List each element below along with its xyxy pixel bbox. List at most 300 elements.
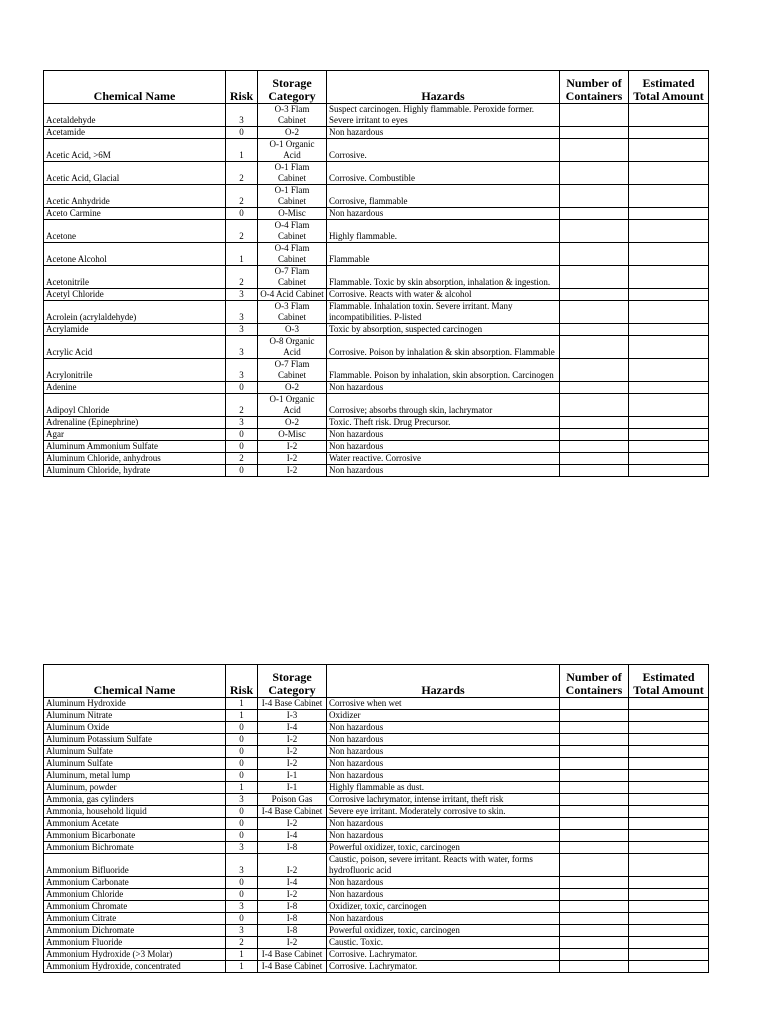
storage-category-cell: I-8 <box>258 925 327 937</box>
hazards-cell: Non hazardous <box>327 722 560 734</box>
number-of-containers-cell[interactable] <box>560 937 629 949</box>
table-row <box>44 937 709 949</box>
number-of-containers-cell[interactable] <box>560 698 629 710</box>
table-row <box>44 770 709 782</box>
number-of-containers-cell[interactable] <box>560 794 629 806</box>
hazards-cell: Oxidizer, toxic, carcinogen <box>327 901 560 913</box>
risk-cell: 0 <box>226 889 258 901</box>
estimated-total-amount-cell[interactable] <box>629 453 709 465</box>
chemical-name-cell: Acetone Alcohol <box>44 243 226 266</box>
estimated-total-amount-cell[interactable] <box>629 324 709 336</box>
chemical-name-cell: Ammonium Citrate <box>44 913 226 925</box>
inventory-table-2 <box>43 664 708 973</box>
risk-cell: 2 <box>226 394 258 417</box>
hazards-cell: Non hazardous <box>327 429 560 441</box>
chemical-name-cell: Aluminum Potassium Sulfate <box>44 734 226 746</box>
risk-cell: 2 <box>226 266 258 289</box>
risk-cell: 0 <box>226 818 258 830</box>
storage-category-cell: I-4 Base Cabinet <box>258 806 327 818</box>
chemical-name-cell: Acetaldehyde <box>44 104 226 127</box>
estimated-total-amount-cell[interactable] <box>629 854 709 877</box>
estimated-total-amount-cell[interactable] <box>629 139 709 162</box>
chemical-name-cell: Ammonium Hydroxide (>3 Molar) <box>44 949 226 961</box>
number-of-containers-cell[interactable] <box>560 854 629 877</box>
number-of-containers-cell[interactable] <box>560 877 629 889</box>
number-of-containers-cell[interactable] <box>560 734 629 746</box>
number-of-containers-cell[interactable] <box>560 127 629 139</box>
hazards-cell: Caustic. Toxic. <box>327 937 560 949</box>
hazards-cell: Non hazardous <box>327 441 560 453</box>
risk-cell: 0 <box>226 441 258 453</box>
number-of-containers-cell[interactable] <box>560 961 629 973</box>
hazards-cell: Flammable <box>327 243 560 266</box>
number-of-containers-cell[interactable] <box>560 104 629 127</box>
table-row <box>44 453 709 465</box>
hazards-cell: Non hazardous <box>327 127 560 139</box>
number-of-containers-cell[interactable] <box>560 324 629 336</box>
chemical-name-cell: Adipoyl Chloride <box>44 394 226 417</box>
risk-cell: 2 <box>226 162 258 185</box>
estimated-total-amount-cell[interactable] <box>629 465 709 477</box>
risk-cell: 1 <box>226 782 258 794</box>
storage-category-cell: I-4 Base Cabinet <box>258 698 327 710</box>
storage-category-cell: I-2 <box>258 734 327 746</box>
hazards-cell: Corrosive. Lachrymator. <box>327 949 560 961</box>
number-of-containers-cell[interactable] <box>560 382 629 394</box>
storage-category-cell: O-3 <box>258 324 327 336</box>
number-of-containers-cell[interactable] <box>560 818 629 830</box>
number-of-containers-cell[interactable] <box>560 441 629 453</box>
risk-cell: 0 <box>226 382 258 394</box>
storage-category-cell: O-Misc <box>258 429 327 441</box>
header-hazards: Hazards <box>327 71 560 104</box>
chemical-name-cell: Ammonium Chromate <box>44 901 226 913</box>
chemical-name-cell: Ammonium Chloride <box>44 889 226 901</box>
risk-cell: 3 <box>226 925 258 937</box>
chemical-name-cell: Acrylonitrile <box>44 359 226 382</box>
estimated-total-amount-cell[interactable] <box>629 336 709 359</box>
hazards-cell: Corrosive, flammable <box>327 185 560 208</box>
risk-cell: 3 <box>226 301 258 324</box>
chemical-name-cell: Ammonium Carbonate <box>44 877 226 889</box>
table-row <box>44 208 709 220</box>
risk-cell: 0 <box>226 722 258 734</box>
chemical-name-cell: Ammonium Bichromate <box>44 842 226 854</box>
table-row <box>44 301 709 324</box>
estimated-total-amount-cell[interactable] <box>629 758 709 770</box>
number-of-containers-cell[interactable] <box>560 394 629 417</box>
chemical-name-cell: Acetic Acid, Glacial <box>44 162 226 185</box>
table-row <box>44 162 709 185</box>
table-row <box>44 722 709 734</box>
number-of-containers-cell[interactable] <box>560 758 629 770</box>
risk-cell: 1 <box>226 710 258 722</box>
estimated-total-amount-cell[interactable] <box>629 185 709 208</box>
hazards-cell: Non hazardous <box>327 818 560 830</box>
chemical-name-cell: Aluminum Oxide <box>44 722 226 734</box>
storage-category-cell: O-2 <box>258 127 327 139</box>
risk-cell: 3 <box>226 324 258 336</box>
risk-cell: 0 <box>226 127 258 139</box>
risk-cell: 3 <box>226 854 258 877</box>
hazards-cell: Powerful oxidizer, toxic, carcinogen <box>327 842 560 854</box>
storage-category-cell: O-2 <box>258 382 327 394</box>
estimated-total-amount-cell[interactable] <box>629 961 709 973</box>
table-row <box>44 734 709 746</box>
estimated-total-amount-cell[interactable] <box>629 382 709 394</box>
storage-category-cell: I-2 <box>258 854 327 877</box>
table-row <box>44 336 709 359</box>
table-row <box>44 949 709 961</box>
hazards-cell: Flammable. Poison by inhalation, skin absorption. Carcinogen <box>327 359 560 382</box>
hazards-cell: Corrosive. <box>327 139 560 162</box>
hazards-cell: Suspect carcinogen. Highly flammable. Peroxide former. Severe irritant to eyes <box>327 104 560 127</box>
risk-cell: 0 <box>226 734 258 746</box>
storage-category-cell: I-4 <box>258 877 327 889</box>
hazards-cell: Toxic. Theft risk. Drug Precursor. <box>327 417 560 429</box>
estimated-total-amount-cell[interactable] <box>629 162 709 185</box>
table-row <box>44 889 709 901</box>
storage-category-cell: O-3 Flam Cabinet <box>258 104 327 127</box>
table-row <box>44 220 709 243</box>
estimated-total-amount-cell[interactable] <box>629 417 709 429</box>
estimated-total-amount-cell[interactable] <box>629 913 709 925</box>
chemical-name-cell: Ammonium Hydroxide, concentrated <box>44 961 226 973</box>
number-of-containers-cell[interactable] <box>560 710 629 722</box>
estimated-total-amount-cell[interactable] <box>629 394 709 417</box>
table-row <box>44 854 709 877</box>
risk-cell: 2 <box>226 185 258 208</box>
storage-category-cell: I-2 <box>258 746 327 758</box>
number-of-containers-cell[interactable] <box>560 453 629 465</box>
table-row <box>44 139 709 162</box>
table-row <box>44 289 709 301</box>
storage-category-cell: I-8 <box>258 913 327 925</box>
hazards-cell: Highly flammable. <box>327 220 560 243</box>
chemical-name-cell: Acetone <box>44 220 226 243</box>
storage-category-cell: O-4 Flam Cabinet <box>258 243 327 266</box>
chemical-name-cell: Acetyl Chloride <box>44 289 226 301</box>
hazards-cell: Non hazardous <box>327 770 560 782</box>
header-estimated-total-amount: Estimated Total Amount <box>629 665 709 698</box>
number-of-containers-cell[interactable] <box>560 417 629 429</box>
estimated-total-amount-cell[interactable] <box>629 830 709 842</box>
number-of-containers-cell[interactable] <box>560 429 629 441</box>
number-of-containers-cell[interactable] <box>560 162 629 185</box>
storage-category-cell: I-2 <box>258 465 327 477</box>
number-of-containers-cell[interactable] <box>560 782 629 794</box>
estimated-total-amount-cell[interactable] <box>629 266 709 289</box>
risk-cell: 3 <box>226 359 258 382</box>
chemical-name-cell: Aluminum Ammonium Sulfate <box>44 441 226 453</box>
storage-category-cell: I-2 <box>258 937 327 949</box>
number-of-containers-cell[interactable] <box>560 889 629 901</box>
risk-cell: 3 <box>226 104 258 127</box>
hazards-cell: Water reactive. Corrosive <box>327 453 560 465</box>
header-hazards: Hazards <box>327 665 560 698</box>
risk-cell: 0 <box>226 758 258 770</box>
hazards-cell: Corrosive when wet <box>327 698 560 710</box>
hazards-cell: Non hazardous <box>327 830 560 842</box>
estimated-total-amount-cell[interactable] <box>629 104 709 127</box>
storage-category-cell: I-8 <box>258 842 327 854</box>
estimated-total-amount-cell[interactable] <box>629 429 709 441</box>
header-chemical-name: Chemical Name <box>44 665 226 698</box>
risk-cell: 1 <box>226 949 258 961</box>
table-row <box>44 324 709 336</box>
risk-cell: 1 <box>226 139 258 162</box>
table-row <box>44 243 709 266</box>
risk-cell: 0 <box>226 877 258 889</box>
table-row <box>44 104 709 127</box>
risk-cell: 3 <box>226 842 258 854</box>
estimated-total-amount-cell[interactable] <box>629 734 709 746</box>
number-of-containers-cell[interactable] <box>560 806 629 818</box>
chemical-inventory-table <box>43 70 709 477</box>
table-row <box>44 429 709 441</box>
storage-category-cell: O-8 Organic Acid <box>258 336 327 359</box>
risk-cell: 0 <box>226 429 258 441</box>
chemical-name-cell: Ammonium Fluoride <box>44 937 226 949</box>
hazards-cell: Corrosive. Combustible <box>327 162 560 185</box>
hazards-cell: Corrosive. Lachrymator. <box>327 961 560 973</box>
storage-category-cell: O-1 Flam Cabinet <box>258 185 327 208</box>
chemical-name-cell: Ammonium Bifluoride <box>44 854 226 877</box>
risk-cell: 1 <box>226 961 258 973</box>
table-row <box>44 382 709 394</box>
risk-cell: 0 <box>226 913 258 925</box>
storage-category-cell: O-1 Organic Acid <box>258 139 327 162</box>
number-of-containers-cell[interactable] <box>560 949 629 961</box>
storage-category-cell: I-4 <box>258 722 327 734</box>
table-row <box>44 758 709 770</box>
chemical-name-cell: Acetic Anhydride <box>44 185 226 208</box>
estimated-total-amount-cell[interactable] <box>629 901 709 913</box>
estimated-total-amount-cell[interactable] <box>629 722 709 734</box>
chemical-name-cell: Agar <box>44 429 226 441</box>
hazards-cell: Powerful oxidizer, toxic, carcinogen <box>327 925 560 937</box>
number-of-containers-cell[interactable] <box>560 266 629 289</box>
storage-category-cell: I-4 Base Cabinet <box>258 961 327 973</box>
estimated-total-amount-cell[interactable] <box>629 710 709 722</box>
storage-category-cell: Poison Gas <box>258 794 327 806</box>
hazards-cell: Non hazardous <box>327 382 560 394</box>
number-of-containers-cell[interactable] <box>560 746 629 758</box>
number-of-containers-cell[interactable] <box>560 913 629 925</box>
hazards-cell: Corrosive; absorbs through skin, lachrymator <box>327 394 560 417</box>
header-risk: Risk <box>226 71 258 104</box>
number-of-containers-cell[interactable] <box>560 770 629 782</box>
risk-cell: 3 <box>226 794 258 806</box>
number-of-containers-cell[interactable] <box>560 842 629 854</box>
table-row <box>44 465 709 477</box>
header-risk: Risk <box>226 665 258 698</box>
chemical-name-cell: Adrenaline (Epinephrine) <box>44 417 226 429</box>
estimated-total-amount-cell[interactable] <box>629 698 709 710</box>
storage-category-cell: O-4 Acid Cabinet <box>258 289 327 301</box>
estimated-total-amount-cell[interactable] <box>629 243 709 266</box>
estimated-total-amount-cell[interactable] <box>629 889 709 901</box>
storage-category-cell: O-4 Flam Cabinet <box>258 220 327 243</box>
chemical-name-cell: Ammonium Bicarbonate <box>44 830 226 842</box>
storage-category-cell: O-1 Flam Cabinet <box>258 162 327 185</box>
table-row <box>44 394 709 417</box>
chemical-name-cell: Ammonium Acetate <box>44 818 226 830</box>
hazards-cell: Non hazardous <box>327 889 560 901</box>
estimated-total-amount-cell[interactable] <box>629 441 709 453</box>
chemical-name-cell: Aluminum Hydroxide <box>44 698 226 710</box>
storage-category-cell: I-2 <box>258 758 327 770</box>
estimated-total-amount-cell[interactable] <box>629 746 709 758</box>
estimated-total-amount-cell[interactable] <box>629 818 709 830</box>
estimated-total-amount-cell[interactable] <box>629 220 709 243</box>
number-of-containers-cell[interactable] <box>560 289 629 301</box>
estimated-total-amount-cell[interactable] <box>629 949 709 961</box>
chemical-name-cell: Acetamide <box>44 127 226 139</box>
estimated-total-amount-cell[interactable] <box>629 301 709 324</box>
header-chemical-name: Chemical Name <box>44 71 226 104</box>
table-row <box>44 698 709 710</box>
estimated-total-amount-cell[interactable] <box>629 289 709 301</box>
table-row <box>44 746 709 758</box>
risk-cell: 3 <box>226 336 258 359</box>
chemical-name-cell: Aceto Carmine <box>44 208 226 220</box>
table-row <box>44 913 709 925</box>
number-of-containers-cell[interactable] <box>560 901 629 913</box>
chemical-inventory-table <box>43 664 709 973</box>
risk-cell: 2 <box>226 220 258 243</box>
estimated-total-amount-cell[interactable] <box>629 842 709 854</box>
storage-category-cell: I-2 <box>258 889 327 901</box>
table-row <box>44 185 709 208</box>
hazards-cell: Non hazardous <box>327 758 560 770</box>
chemical-name-cell: Aluminum Sulfate <box>44 758 226 770</box>
hazards-cell: Corrosive. Poison by inhalation & skin absorption. Flammable <box>327 336 560 359</box>
hazards-cell: Flammable. Inhalation toxin. Severe irritant. Many incompatibilities. P-listed <box>327 301 560 324</box>
storage-category-cell: I-1 <box>258 782 327 794</box>
estimated-total-amount-cell[interactable] <box>629 359 709 382</box>
risk-cell: 0 <box>226 465 258 477</box>
hazards-cell: Corrosive lachrymator, intense irritant, theft risk <box>327 794 560 806</box>
number-of-containers-cell[interactable] <box>560 830 629 842</box>
estimated-total-amount-cell[interactable] <box>629 877 709 889</box>
number-of-containers-cell[interactable] <box>560 301 629 324</box>
header-number-of-containers: Number of Containers <box>560 665 629 698</box>
hazards-cell: Highly flammable as dust. <box>327 782 560 794</box>
header-storage-category: Storage Category <box>258 665 327 698</box>
table-row <box>44 359 709 382</box>
number-of-containers-cell[interactable] <box>560 359 629 382</box>
number-of-containers-cell[interactable] <box>560 243 629 266</box>
risk-cell: 2 <box>226 453 258 465</box>
table-row <box>44 441 709 453</box>
risk-cell: 3 <box>226 417 258 429</box>
number-of-containers-cell[interactable] <box>560 336 629 359</box>
number-of-containers-cell[interactable] <box>560 208 629 220</box>
table-header-row <box>44 665 709 698</box>
hazards-cell: Flammable. Toxic by skin absorption, inhalation & ingestion. <box>327 266 560 289</box>
chemical-name-cell: Acrylic Acid <box>44 336 226 359</box>
estimated-total-amount-cell[interactable] <box>629 806 709 818</box>
hazards-cell: Severe eye irritant. Moderately corrosive to skin. <box>327 806 560 818</box>
header-storage-category: Storage Category <box>258 71 327 104</box>
table-row <box>44 417 709 429</box>
table-row <box>44 961 709 973</box>
storage-category-cell: O-7 Flam Cabinet <box>258 266 327 289</box>
table-row <box>44 806 709 818</box>
number-of-containers-cell[interactable] <box>560 465 629 477</box>
estimated-total-amount-cell[interactable] <box>629 794 709 806</box>
risk-cell: 3 <box>226 901 258 913</box>
risk-cell: 1 <box>226 698 258 710</box>
risk-cell: 0 <box>226 806 258 818</box>
storage-category-cell: I-2 <box>258 818 327 830</box>
estimated-total-amount-cell[interactable] <box>629 770 709 782</box>
number-of-containers-cell[interactable] <box>560 139 629 162</box>
hazards-cell: Non hazardous <box>327 877 560 889</box>
table-row <box>44 925 709 937</box>
table-row <box>44 266 709 289</box>
table-row <box>44 842 709 854</box>
chemical-name-cell: Adenine <box>44 382 226 394</box>
storage-category-cell: O-7 Flam Cabinet <box>258 359 327 382</box>
storage-category-cell: O-3 Flam Cabinet <box>258 301 327 324</box>
table-row <box>44 127 709 139</box>
risk-cell: 2 <box>226 937 258 949</box>
chemical-name-cell: Acrylamide <box>44 324 226 336</box>
number-of-containers-cell[interactable] <box>560 722 629 734</box>
risk-cell: 0 <box>226 208 258 220</box>
storage-category-cell: I-2 <box>258 453 327 465</box>
storage-category-cell: I-3 <box>258 710 327 722</box>
storage-category-cell: O-Misc <box>258 208 327 220</box>
table-row <box>44 710 709 722</box>
estimated-total-amount-cell[interactable] <box>629 925 709 937</box>
table-row <box>44 782 709 794</box>
hazards-cell: Toxic by absorption, suspected carcinogen <box>327 324 560 336</box>
chemical-name-cell: Aluminum, metal lump <box>44 770 226 782</box>
hazards-cell: Caustic, poison, severe irritant. Reacts with water, forms hydrofluoric acid <box>327 854 560 877</box>
hazards-cell: Non hazardous <box>327 734 560 746</box>
chemical-name-cell: Ammonia, household liquid <box>44 806 226 818</box>
table-header-row <box>44 71 709 104</box>
storage-category-cell: I-4 <box>258 830 327 842</box>
number-of-containers-cell[interactable] <box>560 925 629 937</box>
hazards-cell: Oxidizer <box>327 710 560 722</box>
storage-category-cell: O-2 <box>258 417 327 429</box>
number-of-containers-cell[interactable] <box>560 220 629 243</box>
chemical-name-cell: Acetic Acid, >6M <box>44 139 226 162</box>
storage-category-cell: I-2 <box>258 441 327 453</box>
number-of-containers-cell[interactable] <box>560 185 629 208</box>
hazards-cell: Corrosive. Reacts with water & alcohol <box>327 289 560 301</box>
estimated-total-amount-cell[interactable] <box>629 937 709 949</box>
estimated-total-amount-cell[interactable] <box>629 782 709 794</box>
storage-category-cell: O-1 Organic Acid <box>258 394 327 417</box>
inventory-table-1 <box>43 70 708 477</box>
table-row <box>44 818 709 830</box>
estimated-total-amount-cell[interactable] <box>629 127 709 139</box>
hazards-cell: Non hazardous <box>327 913 560 925</box>
risk-cell: 1 <box>226 243 258 266</box>
estimated-total-amount-cell[interactable] <box>629 208 709 220</box>
chemical-name-cell: Aluminum Nitrate <box>44 710 226 722</box>
risk-cell: 0 <box>226 746 258 758</box>
chemical-name-cell: Aluminum Chloride, hydrate <box>44 465 226 477</box>
storage-category-cell: I-8 <box>258 901 327 913</box>
hazards-cell: Non hazardous <box>327 465 560 477</box>
header-estimated-total-amount: Estimated Total Amount <box>629 71 709 104</box>
